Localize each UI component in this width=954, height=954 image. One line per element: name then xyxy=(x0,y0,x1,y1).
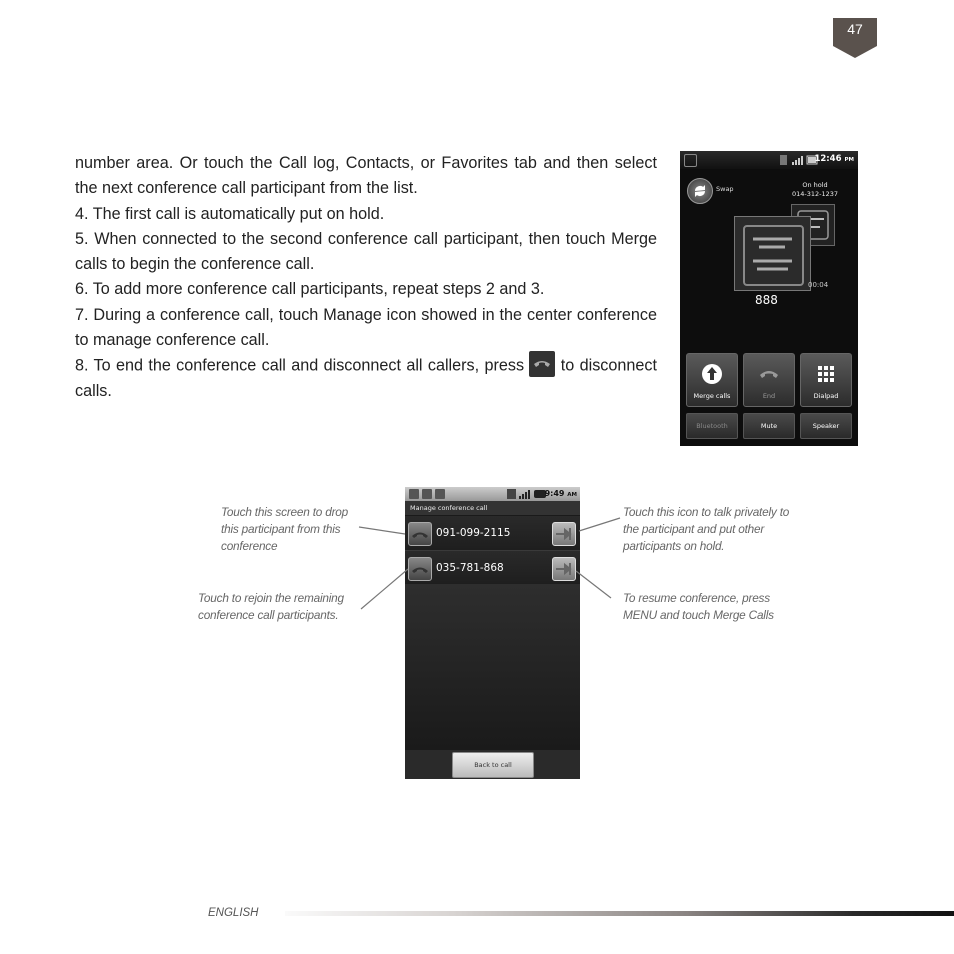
page-number: 47 xyxy=(833,18,877,40)
annotation-talk-privately: Touch this icon to talk privately to the participant and put other participants on hold. xyxy=(623,505,790,553)
caller-number: 888 xyxy=(755,293,778,307)
mute-button[interactable]: Mute xyxy=(743,413,795,439)
screen-title: Manage conference call xyxy=(405,501,580,515)
status-time: 9:49 AM xyxy=(544,489,577,498)
back-to-call-button[interactable]: Back to call xyxy=(452,752,534,778)
step-8-text-before: 8. To end the conference call and disconnect all callers, press xyxy=(75,356,525,375)
step-4: 4. The first call is automatically put on hold. xyxy=(75,204,385,223)
footer-language: ENGLISH xyxy=(208,907,259,919)
on-hold-number: 014-312-1237 xyxy=(791,190,839,198)
footer-gradient-bar xyxy=(285,911,954,916)
participant-number: 091-099-2115 xyxy=(436,527,511,539)
annotation-resume: To resume conference, press MENU and touch Merge Calls xyxy=(623,591,774,622)
bluetooth-button[interactable]: Bluetooth xyxy=(686,413,738,439)
annotation-drop-participant: Touch this screen to drop this participant from this conference xyxy=(221,505,349,553)
on-hold-label: On hold xyxy=(802,181,828,189)
dialpad-button[interactable]: Dialpad xyxy=(800,353,852,407)
step-5: 5. When connected to the second conference call participant, then touch Merge calls to begin the conference call. xyxy=(75,229,657,274)
step-7: 7. During a conference call, touch Manage icon showed in the center conference to manage conference call. xyxy=(75,305,657,350)
end-call-button[interactable]: End xyxy=(743,353,795,407)
step-6: 6. To add more conference call participants, repeat steps 2 and 3. xyxy=(75,280,545,299)
swap-label: Swap xyxy=(716,185,734,193)
call-timer: 00:04 xyxy=(808,281,829,289)
speaker-button[interactable]: Speaker xyxy=(800,413,852,439)
paragraph-continuation: number area. Or touch the Call log, Contacts, or Favorites tab and then select the next conference call participant from the list. xyxy=(75,154,657,198)
annotation-rejoin: Touch to rejoin the remaining conference call participants. xyxy=(198,591,344,622)
merge-calls-button[interactable]: Merge calls xyxy=(686,353,738,407)
participant-number: 035-781-868 xyxy=(436,562,504,574)
step-8-text-after: to disconnect calls. xyxy=(75,356,657,401)
status-time: 12:46 PM xyxy=(814,154,854,164)
